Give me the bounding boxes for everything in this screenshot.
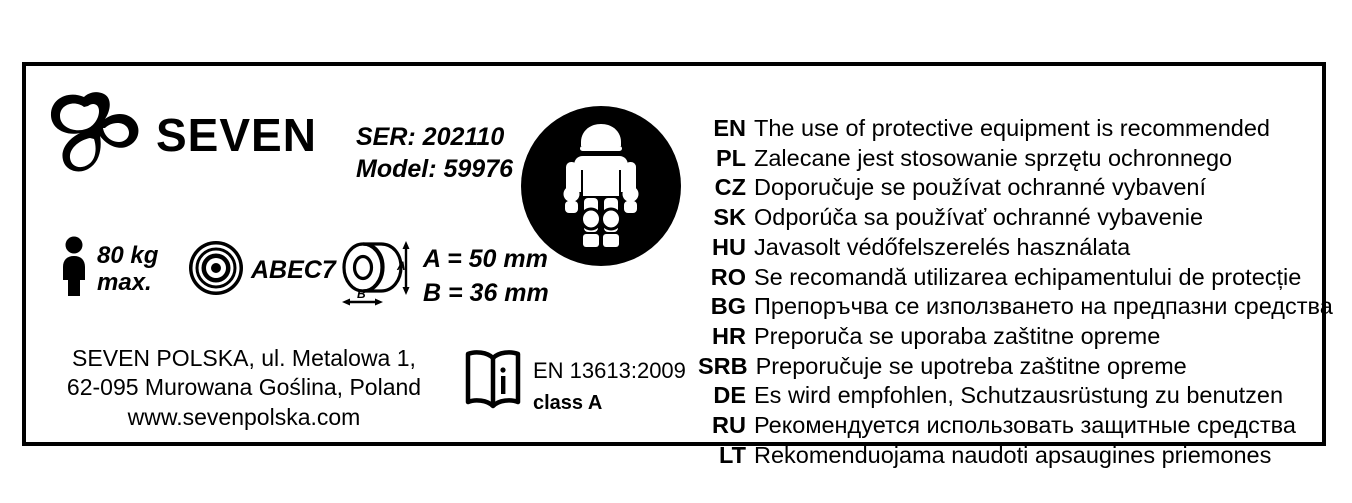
lang-text: Se recomandă utilizarea echipamentului de protecție: [754, 263, 1302, 290]
bearing-class: ABEC7: [251, 256, 336, 284]
lang-text: Zalecane jest stosowanie sprzętu ochronnego: [754, 144, 1233, 171]
list-item: [698, 292, 1333, 322]
lang-text: Es wird empfohlen, Schutzausrüstung zu benutzen: [754, 382, 1284, 409]
norm-class: class A: [533, 392, 603, 415]
lang-code: SRB: [698, 352, 748, 379]
spec-weight: [58, 236, 158, 303]
person-icon: [58, 236, 90, 303]
lang-code: SK: [713, 204, 746, 231]
product-label: [22, 62, 1333, 468]
dimension-a: A = 50 mm: [423, 244, 548, 273]
list-item: [698, 322, 1318, 352]
wheel-icon: [333, 234, 415, 319]
lang-code: EN: [713, 115, 746, 141]
serial-number: SER: 202110: [356, 123, 505, 151]
lang-code: PL: [715, 144, 746, 171]
lang-code: RO: [710, 263, 746, 290]
spec-weight-text: [97, 243, 158, 297]
lang-code: BG: [710, 293, 746, 320]
list-item: [698, 144, 1318, 174]
spec-size: [333, 234, 549, 319]
butterfly-icon: [48, 92, 148, 178]
serial-block: [356, 121, 513, 185]
bearing-icon: [188, 240, 244, 301]
lang-text: Rekomenduojama naudoti apsaugines priemones: [754, 441, 1272, 468]
lang-code: CZ: [714, 174, 746, 201]
list-item: [698, 352, 1318, 382]
list-item: [698, 441, 1318, 471]
svg-text:A: A: [397, 259, 406, 273]
lang-code: DE: [713, 382, 746, 409]
brand-block: [48, 92, 317, 178]
spec-bearing: [188, 240, 336, 301]
lang-code: RU: [712, 412, 746, 439]
lang-text: Javasolt védőfelszerelés használata: [754, 233, 1131, 260]
manufacturer-address: [44, 344, 444, 432]
list-item: [698, 173, 1318, 203]
protective-equipment-icon: [521, 106, 681, 266]
list-item: [698, 114, 1318, 144]
lang-text: Odporúča sa používať ochranné vybavenie: [754, 204, 1204, 231]
list-item: [698, 381, 1318, 411]
language-list: [698, 114, 1333, 471]
lang-code: HR: [712, 323, 746, 350]
address-line-1: SEVEN POLSKA, ul. Metalowa 1,: [72, 345, 416, 371]
address-line-2: 62-095 Murowana Goślina, Poland: [66, 374, 422, 401]
lang-code: HU: [712, 233, 746, 260]
lang-text: Препоръчва се използването на предпазни средства: [754, 293, 1333, 320]
dimension-b: B = 36 mm: [423, 278, 549, 307]
norm-text: [533, 354, 686, 419]
list-item: [698, 233, 1318, 263]
address-website: www.sevenpolska.com: [127, 403, 361, 430]
brand-name: SEVEN: [156, 109, 317, 161]
list-item: [698, 411, 1318, 441]
weight-value: 80 kg: [97, 241, 159, 269]
lang-text: Рекомендуется использовать защитные средства: [754, 412, 1296, 439]
lang-text: Doporučuje se používat ochranné vybavení: [754, 174, 1207, 201]
manual-booklet-icon: [463, 348, 523, 415]
list-item: [698, 263, 1318, 293]
lang-text: Preporučuje se upotreba zaštitne opreme: [755, 352, 1187, 379]
lang-text: Preporuča se uporaba zaštitne opreme: [754, 323, 1161, 350]
model-number: Model: 59976: [356, 155, 514, 183]
list-item: [698, 203, 1318, 233]
svg-text:B: B: [357, 287, 366, 301]
weight-max-label: max.: [97, 268, 152, 296]
norm-standard: EN 13613:2009: [533, 358, 686, 383]
lang-text: The use of protective equipment is recommended: [754, 115, 1270, 141]
lang-code: LT: [719, 441, 746, 468]
norm-block: [463, 348, 686, 419]
